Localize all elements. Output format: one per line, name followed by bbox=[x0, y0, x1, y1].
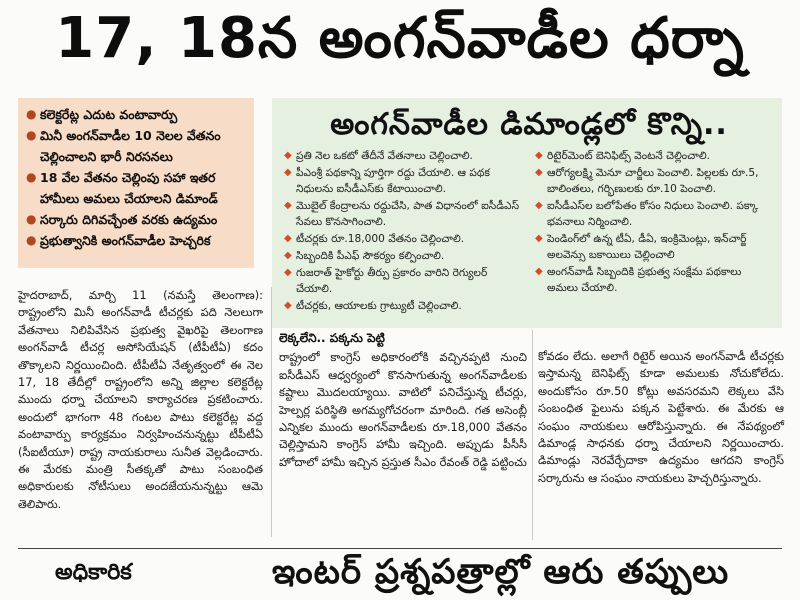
bullet-icon: ◆ bbox=[535, 233, 543, 244]
bullet-icon: ● bbox=[26, 128, 37, 142]
demand-item: ◆ పెండింగ్‌లో ఉన్న టీఏ, డీఏ, ఇంక్రిమెంట్లు, ఇన్‌చార్జ్ అలవెన్సు బకాయిలు చెల్లించాలి bbox=[535, 233, 747, 261]
demand-item: ◆ గుజరాత్ హైకోర్టు తీర్పు ప్రకారం వారిని రెగ్యులర్ చేయాలి. bbox=[284, 267, 488, 295]
article-column-3: కోవడం లేదు. అలాగే రిటైర్ అయిన అంగన్‌వాడీ టీచర్లకు ఇస్తామన్న బెనిఫిట్స్ కూడా అమలుకు నోచుకోలేదు. అందుకోసం రూ.50 కోట్లు అవసరమని లెక్కలు వేసి సంబంధిత ఫైలును పక్కన పెట్టేశారు. ఈ మేరకు ఆ సంఘం నాయకులు ఆరోపిస్తున్నారు. ఈ నేపథ్యంలో డిమాండ్ల సాధనకు ధర్నా చేయాలని నిర్ణయించారు. డిమాండ్లు నెరవేర్చేదాకా ఉద్యమం ఆగదని కాంగ్రెస్ సర్కారును ఆ సంఘం నాయకులు హెచ్చరిస్తున్నారు. bbox=[538, 349, 784, 485]
bullet-icon: ◆ bbox=[284, 267, 292, 278]
section-divider bbox=[18, 548, 782, 549]
bullet-icon: ● bbox=[26, 170, 37, 184]
demand-item: ◆ ఐసీడీఎస్‌ల బలోపేతం కోసం నిధులు పెంచాలి. పక్కా భవనాలు నిర్మించాలి. bbox=[535, 200, 759, 228]
bullet-icon: ● bbox=[26, 212, 37, 226]
bullet-icon: ◆ bbox=[284, 150, 292, 161]
demands-right-column bbox=[535, 148, 774, 315]
bullet-icon: ◆ bbox=[535, 167, 543, 178]
next-story-headline: ఇంటర్ ప్రశ్నపత్రాల్లో ఆరు తప్పులు bbox=[272, 552, 730, 592]
column-divider bbox=[271, 287, 272, 537]
bullet-icon: ● bbox=[26, 233, 37, 247]
demand-item: ◆ రిటైర్‌మెంట్ బెనిఫిట్స్ వెంటనే చెల్లించాలి. bbox=[535, 150, 710, 162]
article-column-2-text: రాష్ట్రంలో కాంగ్రెస్ అధికారంలోకి వచ్చినప్పటి నుంచి ఐసీడీఎస్ ఆధ్వర్యంలో కొనసాగుతున్న అంగన్‌వాడీలకు కష్టాలు మొదలయ్యాయి. వాటిలో పనిచేస్తున్న టీచర్లు, హెల్పర్ల పరిస్థితి అగమ్యగోచరంగా మారింది. గత అసెంబ్లీ ఎన్నికల ముందు అంగన్‌వాడీలకు రూ.18,000 వేతనం చెల్లిస్తామని కాంగ్రెస్ హామీ ఇచ్చింది. అప్పుడు పీసీసీ హోదాలో హామీ ఇచ్చిన ప్రస్తుత సీఎం రేవంత్ రెడ్డి పట్టించు bbox=[279, 350, 527, 469]
article-subheading: లెక్కలేని.. పక్కను పెట్టి bbox=[279, 331, 385, 345]
highlight-item: ● కలెక్టరేట్ల ఎదుట వంటావార్పు bbox=[26, 104, 248, 125]
bullet-icon: ◆ bbox=[535, 200, 543, 211]
bullet-icon: ◆ bbox=[284, 250, 292, 261]
column-divider bbox=[532, 330, 533, 540]
demands-left-column bbox=[284, 148, 523, 315]
bullet-icon: ◆ bbox=[284, 167, 292, 178]
bullet-icon: ◆ bbox=[535, 150, 543, 161]
bullet-icon: ◆ bbox=[284, 233, 292, 244]
demand-item: ◆ సిబ్బందికి పీఎఫ్ సౌకర్యం కల్పించాలి. bbox=[284, 250, 445, 262]
highlight-item: ● మినీ అంగన్‌వాడీల 10 నెలల వేతనం చెల్లించాలని భారీ నిరసనలు bbox=[26, 125, 248, 167]
article-column-2 bbox=[279, 330, 527, 471]
demand-item: ◆ ఆరోగ్యలక్ష్మి మెనూ చార్జీలు పెంచాలి. పిల్లలకు రూ.5, బాలింతలు, గర్భిణులకు రూ.10 పెంచాలి. bbox=[535, 167, 759, 195]
highlight-item: ● ప్రభుత్వానికి అంగన్‌వాడీల హెచ్చరిక bbox=[26, 230, 248, 251]
highlights-box bbox=[18, 98, 254, 268]
demands-box bbox=[272, 98, 782, 328]
main-headline: 17, 18న అంగన్‌వాడీల ధర్నా bbox=[55, 5, 745, 71]
demands-title: అంగన్‌వాడీల డిమాండ్లలో కొన్ని.. bbox=[330, 107, 728, 142]
bullet-icon: ◆ bbox=[535, 266, 543, 277]
demand-item: ◆ పీఎంశ్రీ పథకాన్ని పూర్తిగా రద్దు చేయాలి. ఆ పథక నిధులను ఐసీడీఎస్‌కు కేటాయించాలి. bbox=[284, 167, 490, 195]
highlight-item: ● 18 వేల వేతనం చెల్లింపు సహా ఇతర హామీలు అమలు చేయాలని డిమాండ్ bbox=[26, 167, 248, 209]
bullet-icon: ◆ bbox=[284, 300, 292, 311]
bullet-icon: ◆ bbox=[284, 200, 292, 211]
demand-item: ◆ మొబైల్ కేంద్రాలను రద్దుచేసి, పాత విధానంలో ఐసీడీఎస్ సేవలు కొనసాగించాలి. bbox=[284, 200, 520, 228]
article-column-1: హైదరాబాద్, మార్చి 11 (నమస్తే తెలంగాణ): రాష్ట్రంలోని మినీ అంగన్‌వాడీ టీచర్లకు పది నెలలుగా వేతనాలు నిలిపివేసిన ప్రభుత్వ వైఖరిపై తెలంగాణ అంగన్‌వాడీ టీచర్ల అసోసియేషన్ (టీపీటీఏ) కదం తొక్కాలని నిర్ణయించింది. టీపీటీఏ నేతృత్వంలో ఈ నెల 17, 18 తేదీల్లో రాష్ట్రంలోని అన్ని జిల్లాల కలెక్టరేట్ల ముందు ధర్నా చేయాలని కార్యాచరణ ప్రకటించారు. అందులో భాగంగా 48 గంటల పాటు కలెక్టరేట్ల వద్ద వంటావార్పు కార్యక్రమం నిర్వహించనున్నట్టు టీపీటీఏ (సీఐటీయూ) రాష్ట్ర నాయకురాలు సునీత వెల్లడించారు. ఈ మేరకు మంత్రి సీతక్కతో పాటు సంబంధిత అధికారులకు నోటీసులు అందజేయనున్నట్టు ఆమె తెలిపారు. bbox=[18, 288, 263, 511]
highlight-item: ● సర్కారు దిగివచ్చేంత వరకు ఉద్యమం bbox=[26, 209, 248, 230]
demand-item: ◆ టీచర్లకు, ఆయాలకు గ్రాట్యుటీ చెల్లించాలి. bbox=[284, 300, 462, 312]
bullet-icon: ● bbox=[26, 107, 37, 121]
next-story-label: అధికారిక bbox=[55, 560, 132, 585]
demand-item: ◆ టీచర్లకు రూ.18,000 వేతనం చెల్లించాలి. bbox=[284, 233, 465, 245]
demand-item: ◆ అంగన్‌వాడీ సిబ్బందికి ప్రభుత్వ సంక్షేమ పథకాలు అమలు చేయాలి. bbox=[535, 266, 742, 294]
demand-item: ◆ ప్రతి నెల ఒకటో తేదీనే వేతనాలు చెల్లించాలి. bbox=[284, 150, 473, 162]
